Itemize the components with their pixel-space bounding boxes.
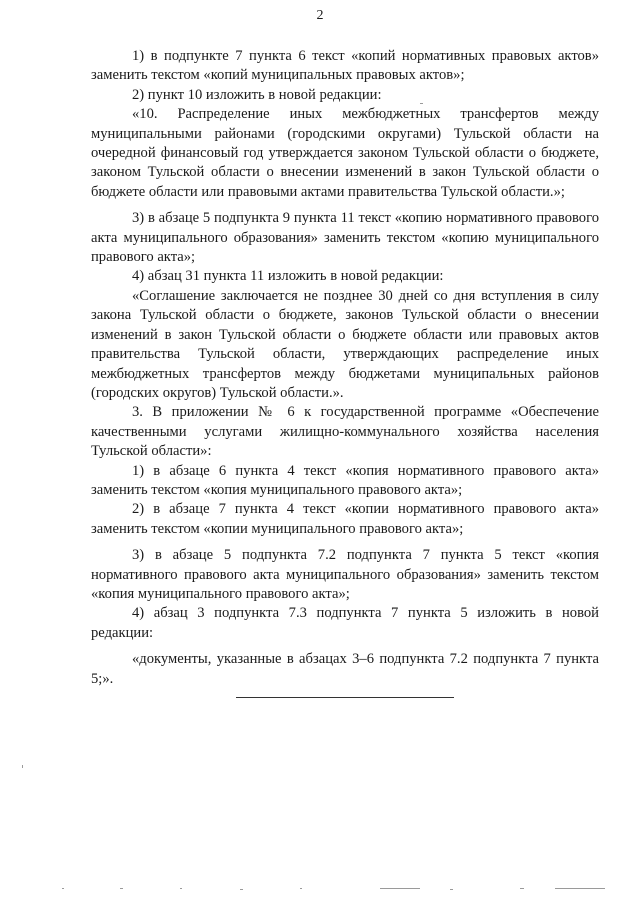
paragraph: «документы, указанные в абзацах 3–6 подпункта 7.2 подпункта 7 пункта 5;». xyxy=(91,651,599,687)
paragraph: 2) в абзаце 7 пункта 4 текст «копии нормативного правового акта» заменить текстом «копии муниципального правового акта»; xyxy=(91,501,599,537)
page-number: 2 xyxy=(316,8,324,23)
paragraph: 2) пункт 10 изложить в новой редакции: xyxy=(132,86,382,103)
end-separator-line xyxy=(236,697,454,698)
paragraph: «10. Распределение иных межбюджетных трансфертов между муниципальными районами (городскими округами) Тульской области на очередной финансовый год утверждается законом Тульской области о бюджете, законом Тульской области о внесении изменений в закон Тульской области о бюджете области или правовыми актами правительства Тульской области.»; xyxy=(91,106,599,200)
paragraph: «Соглашение заключается не позднее 30 дней со дня вступления в силу закона Тульской области о бюджете, законов Тульской области о внесении изменений в закон Тульской области о бюджете области или правовых актов правительства Тульской области, утверждающих распределение иных межбюджетных трансфертов между бюджетами муниципальных районов (городских округов) Тульской области.». xyxy=(91,287,599,401)
paragraph: 3) в абзаце 5 подпункта 7.2 подпункта 7 пункта 5 текст «копия нормативного правового акта муниципального образования» заменить текстом «копия муниципального правового акта»; xyxy=(91,547,599,602)
paragraph: 4) абзац 3 подпункта 7.3 подпункта 7 пункта 5 изложить в новой редакции: xyxy=(91,605,599,641)
paragraph: 1) в подпункте 7 пункта 6 текст «копий нормативных правовых актов» заменить текстом «копий муниципальных правовых актов»; xyxy=(91,48,599,84)
paragraph: 3. В приложении № 6 к государственной программе «Обеспечение качественными услугами жилищно-коммунального хозяйства населения Тульской области»: xyxy=(91,404,599,460)
document-body xyxy=(91,47,599,689)
paragraph: 1) в абзаце 6 пункта 4 текст «копия нормативного правового акта» заменить текстом «копия муниципального правового акта»; xyxy=(91,462,599,498)
paragraph: 4) абзац 31 пункта 11 изложить в новой редакции: xyxy=(132,268,444,285)
paragraph: 3) в абзаце 5 подпункта 9 пункта 11 текст «копию нормативного правового акта муниципального образования» заменить текстом «копию муниципального правового акта»; xyxy=(91,210,599,266)
